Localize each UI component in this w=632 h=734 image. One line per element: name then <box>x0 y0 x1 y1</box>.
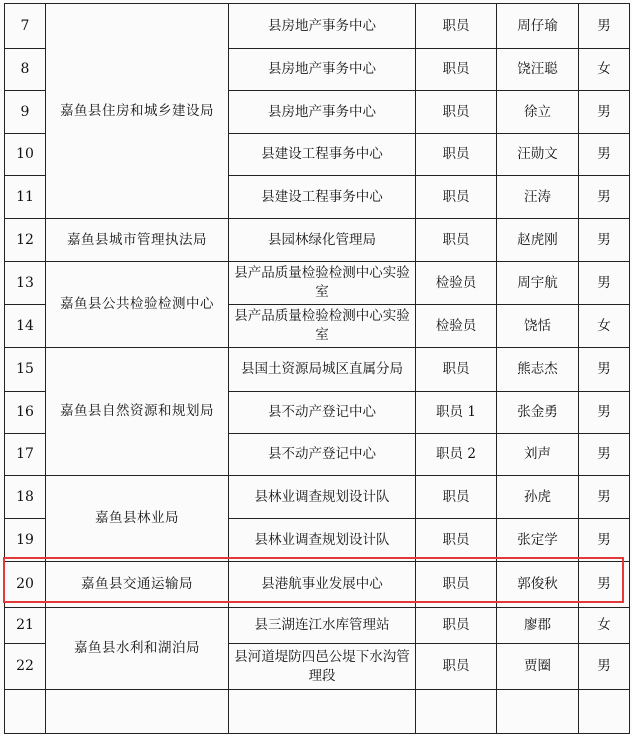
department-cell: 嘉鱼县交通运输局 <box>46 562 229 608</box>
unit-cell: 县河道堤防四邑公堤下水沟管理段 <box>229 644 416 690</box>
row-number: 15 <box>5 348 46 392</box>
gender-cell: 男 <box>579 519 630 562</box>
unit-cell: 县园林绿化管理局 <box>229 219 416 262</box>
gender-cell: 男 <box>579 4 630 49</box>
post-cell: 职员 2 <box>416 434 497 476</box>
gender-cell: 男 <box>579 262 630 305</box>
row-number: 17 <box>5 434 46 476</box>
row-number: 13 <box>5 262 46 305</box>
unit-cell: 县房地产事务中心 <box>229 91 416 134</box>
post-cell: 职员 <box>416 176 497 219</box>
row-number: 10 <box>5 134 46 176</box>
row-number: 21 <box>5 608 46 644</box>
unit-cell: 县建设工程事务中心 <box>229 176 416 219</box>
gender-cell: 男 <box>579 348 630 392</box>
department-cell: 嘉鱼县城市管理执法局 <box>46 219 229 262</box>
gender-cell: 男 <box>579 91 630 134</box>
row-number: 14 <box>5 305 46 348</box>
table-row <box>5 262 630 305</box>
table-row <box>5 608 630 644</box>
unit-cell: 县不动产登记中心 <box>229 392 416 434</box>
post-cell: 职员 <box>416 562 497 608</box>
gender-cell: 男 <box>579 219 630 262</box>
row-number: 19 <box>5 519 46 562</box>
post-cell: 职员 <box>416 219 497 262</box>
unit-cell: 县国土资源局城区直属分局 <box>229 348 416 392</box>
post-cell: 职员 <box>416 91 497 134</box>
department-cell: 嘉鱼县自然资源和规划局 <box>46 348 229 476</box>
name-cell: 熊志杰 <box>497 348 579 392</box>
row-number: 12 <box>5 219 46 262</box>
row-number: 22 <box>5 644 46 690</box>
unit-cell: 县房地产事务中心 <box>229 4 416 49</box>
post-cell: 检验员 <box>416 262 497 305</box>
department-cell: 嘉鱼县住房和城乡建设局 <box>46 4 229 219</box>
table-row <box>5 562 630 608</box>
gender-cell: 女 <box>579 49 630 91</box>
department-cell: 嘉鱼县水利和湖泊局 <box>46 608 229 690</box>
table-row <box>5 219 630 262</box>
department-cell: 嘉鱼县林业局 <box>46 476 229 562</box>
gender-cell: 男 <box>579 392 630 434</box>
row-number: 9 <box>5 91 46 134</box>
name-cell: 饶恬 <box>497 305 579 348</box>
row-number: 20 <box>5 562 46 608</box>
row-number: 11 <box>5 176 46 219</box>
post-cell: 职员 1 <box>416 392 497 434</box>
post-cell: 检验员 <box>416 305 497 348</box>
unit-cell: 县不动产登记中心 <box>229 434 416 476</box>
gender-cell: 男 <box>579 644 630 690</box>
post-cell: 职员 <box>416 476 497 519</box>
unit-cell: 县产品质量检验检测中心实验室 <box>229 262 416 305</box>
name-cell: 张定学 <box>497 519 579 562</box>
name-cell: 张金勇 <box>497 392 579 434</box>
table-row <box>5 4 630 49</box>
post-cell: 职员 <box>416 348 497 392</box>
unit-cell: 县林业调查规划设计队 <box>229 519 416 562</box>
unit-cell: 县房地产事务中心 <box>229 49 416 91</box>
name-cell: 徐立 <box>497 91 579 134</box>
unit-cell: 县产品质量检验检测中心实验室 <box>229 305 416 348</box>
gender-cell: 男 <box>579 562 630 608</box>
gender-cell: 男 <box>579 434 630 476</box>
post-cell: 职员 <box>416 134 497 176</box>
unit-cell: 县建设工程事务中心 <box>229 134 416 176</box>
gender-cell: 女 <box>579 608 630 644</box>
unit-cell: 县林业调查规划设计队 <box>229 476 416 519</box>
table-row <box>5 348 630 392</box>
name-cell: 周仔瑜 <box>497 4 579 49</box>
unit-cell: 县港航事业发展中心 <box>229 562 416 608</box>
gender-cell: 女 <box>579 305 630 348</box>
gender-cell: 男 <box>579 476 630 519</box>
name-cell: 郭俊秋 <box>497 562 579 608</box>
name-cell: 周宇航 <box>497 262 579 305</box>
name-cell: 贾圈 <box>497 644 579 690</box>
gender-cell: 男 <box>579 134 630 176</box>
name-cell: 廖郡 <box>497 608 579 644</box>
name-cell: 孙虎 <box>497 476 579 519</box>
name-cell: 饶汪聪 <box>497 49 579 91</box>
gender-cell: 男 <box>579 176 630 219</box>
post-cell: 职员 <box>416 4 497 49</box>
row-number: 7 <box>5 4 46 49</box>
personnel-table <box>4 3 630 734</box>
unit-cell: 县三湖连江水库管理站 <box>229 608 416 644</box>
post-cell: 职员 <box>416 49 497 91</box>
name-cell: 汪勋文 <box>497 134 579 176</box>
post-cell: 职员 <box>416 644 497 690</box>
name-cell: 赵虎刚 <box>497 219 579 262</box>
name-cell: 刘声 <box>497 434 579 476</box>
post-cell: 职员 <box>416 519 497 562</box>
post-cell: 职员 <box>416 608 497 644</box>
row-number: 18 <box>5 476 46 519</box>
department-cell: 嘉鱼县公共检验检测中心 <box>46 262 229 348</box>
row-number: 8 <box>5 49 46 91</box>
row-number: 16 <box>5 392 46 434</box>
table-row <box>5 476 630 519</box>
name-cell: 汪涛 <box>497 176 579 219</box>
